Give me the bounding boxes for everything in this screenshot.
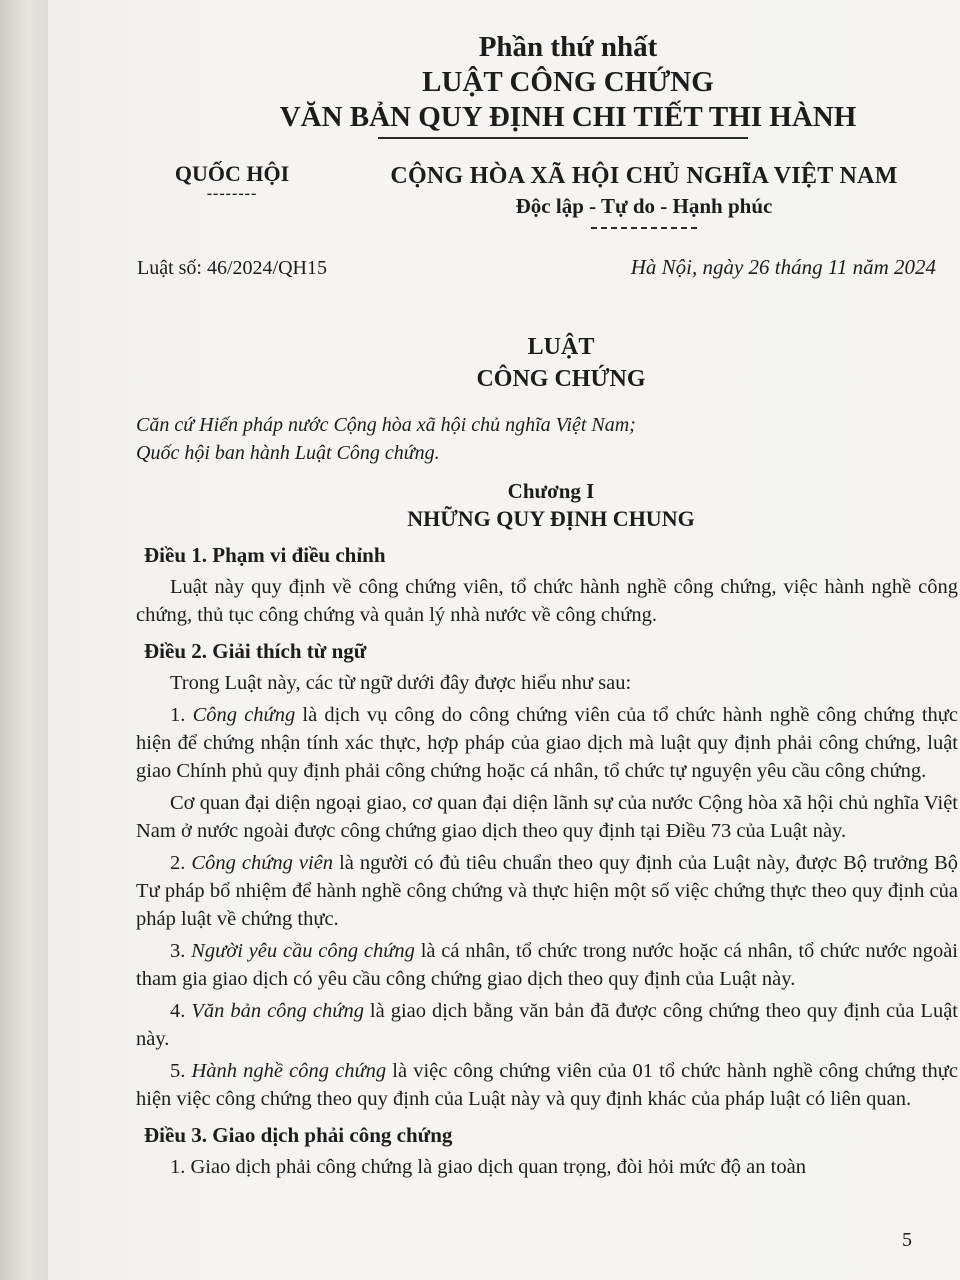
article-3-text: 1. Giao dịch phải công chứng là giao dịch quan trọng, đòi hỏi mức độ an toàn [170,1156,806,1178]
definition-3 [136,937,958,993]
part-underline [378,137,748,139]
national-motto: Độc lập - Tự do - Hạnh phúc [515,194,773,218]
part-title-docs: VĂN BẢN QUY ĐỊNH CHI TIẾT THI HÀNH [279,101,857,133]
article-1-text: Luật này quy định về công chứng viên, tổ chức hành nghề công chứng, việc hành nghề công chứng, thủ tục công chứng và quản lý nhà nước về công chứng. [136,576,958,626]
definition-1-number: 1. [170,704,193,726]
part-heading [136,30,956,139]
definition-4-term: Văn bản công chứng [191,1000,364,1022]
definition-5-number: 5. [170,1060,192,1082]
definition-2-number: 2. [170,852,192,874]
definition-4 [136,997,958,1053]
part-title-law: LUẬT CÔNG CHỨNG [422,66,714,98]
issuing-body [152,161,312,201]
definition-1 [136,701,958,785]
chapter-label: Chương I [507,479,595,503]
document-header [136,161,956,331]
book-spine [0,0,49,1280]
definition-2-text: là người có đủ tiêu chuẩn theo quy định của Luật này, được Bộ trưởng Bộ Tư pháp bổ nhiệm để hành nghề công chứng và thực hiện một số việc chứng thực theo quy định của pháp luật về chứng thực. [136,852,958,930]
article-3-heading: Điều 3. Giao dịch phải công chứng [144,1123,453,1147]
legal-basis [136,411,956,467]
national-motto-block [334,161,954,229]
definition-2-term: Công chứng viên [191,852,334,874]
definition-1-term: Công chứng [192,704,296,726]
definition-5-term: Hành nghề công chứng [191,1060,387,1082]
place-date: Hà Nội, ngày 26 tháng 11 năm 2024 [630,255,936,279]
definition-3-term: Người yêu cầu công chứng [191,940,415,962]
definition-1-extra: Cơ quan đại diện ngoại giao, cơ quan đại diện lãnh sự của nước Cộng hòa xã hội chủ nghĩa Việt Nam ở nước ngoài được công chứng giao dịch theo quy định tại Điều 73 của Luật này. [136,792,958,842]
country-name: CỘNG HÒA XÃ HỘI CHỦ NGHĨA VIỆT NAM [390,163,898,189]
document-page [48,0,960,1280]
definition-5 [136,1057,958,1113]
law-title-name: CÔNG CHỨNG [476,366,646,392]
legal-basis-line-1: Căn cứ Hiến pháp nước Cộng hòa xã hội chủ nghĩa Việt Nam; [136,414,636,436]
chapter-title: NHỮNG QUY ĐỊNH CHUNG [407,506,695,531]
legal-basis-line-2: Quốc hội ban hành Luật Công chứng. [136,442,440,464]
law-title-label: LUẬT [527,334,595,360]
issuing-body-name: QUỐC HỘI [174,161,290,186]
page-content [136,30,959,1181]
definition-1-text: là dịch vụ công do công chứng viên của tổ chức hành nghề công chứng thực hiện để chứng nhận tính xác thực, hợp pháp của giao dịch mà luật quy định phải công chứng, luật giao Chính phủ quy định phải công chứng hoặc cá nhân, tổ chức tự nguyện yêu cầu công chứng. [136,704,959,782]
part-label: Phần thứ nhất [478,31,658,63]
definition-5-text: là việc công chứng viên của 01 tổ chức hành nghề công chứng thực hiện việc công chứng theo quy định của Luật này và quy định khác của pháp luật có liên quan. [136,1060,958,1110]
definition-3-number: 3. [170,940,192,962]
definition-2 [136,849,958,933]
definition-4-text: là giao dịch bằng văn bản đã được công chứng theo quy định của Luật này. [136,1000,958,1050]
motto-rule [591,227,697,229]
article-2-heading: Điều 2. Giải thích từ ngữ [144,639,367,663]
page-number: 5 [902,1229,912,1251]
article-2-intro: Trong Luật này, các từ ngữ dưới đây được hiểu như sau: [170,672,632,694]
issuing-body-rule: -------- [206,185,258,202]
definition-3-text: là cá nhân, tổ chức trong nước hoặc cá nhân, tổ chức nước ngoài tham gia giao dịch có yêu cầu công chứng giao dịch theo quy định của Luật này. [136,940,959,990]
law-number: Luật số: 46/2024/QH15 [137,257,327,279]
definition-4-number: 4. [170,1000,192,1022]
article-1-heading: Điều 1. Phạm vi điều chỉnh [144,543,386,567]
